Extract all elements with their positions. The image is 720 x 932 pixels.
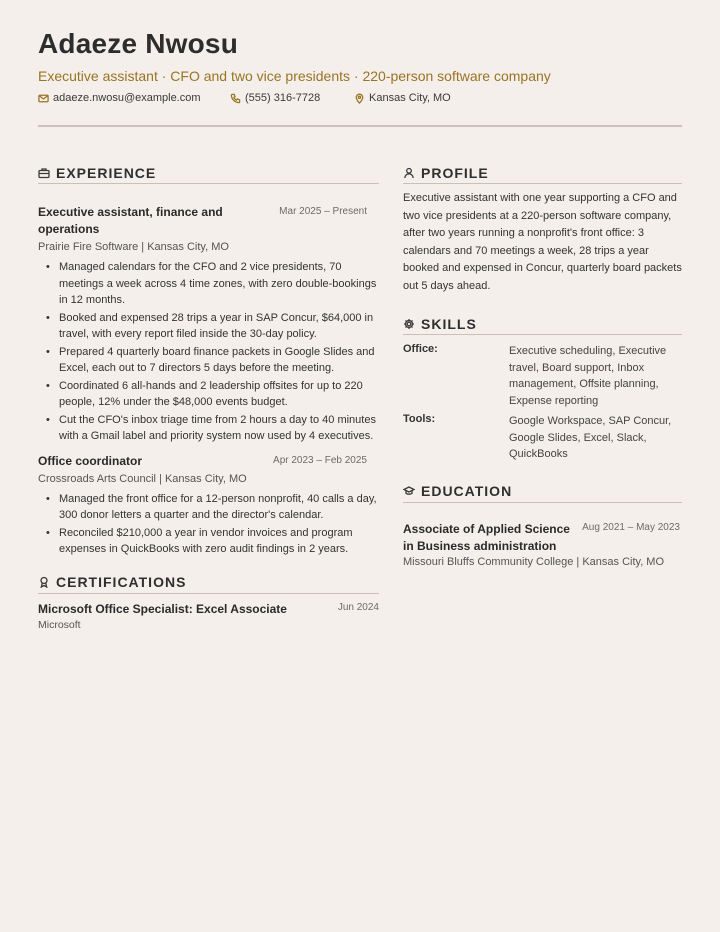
email-text: adaeze.nwosu@example.com bbox=[53, 92, 201, 104]
certification-name: Microsoft Office Specialist: Excel Associate bbox=[38, 601, 287, 616]
award-icon bbox=[38, 576, 50, 588]
bullet-item: • Coordinated 6 all-hands and 2 leadership offsites for up to 220 people, 12% under the $48,000 events budget. bbox=[38, 378, 379, 411]
gear-icon bbox=[403, 318, 415, 330]
contact-location bbox=[354, 92, 451, 104]
profile-heading bbox=[403, 162, 682, 184]
bullet-item: • Booked and expensed 28 trips a year in SAP Concur, $64,000 in travel, with every report filed inside the 30-day policy. bbox=[38, 310, 379, 343]
location-text: Kansas City, MO bbox=[369, 92, 451, 104]
certification-issuer: Microsoft bbox=[38, 618, 81, 631]
job-bullets bbox=[38, 259, 379, 445]
left-column bbox=[38, 162, 379, 631]
job-bullets bbox=[38, 491, 379, 558]
degree: Associate of Applied Science in Business administration bbox=[403, 521, 570, 553]
skill-label: Office: bbox=[403, 343, 438, 355]
candidate-name: Adaeze Nwosu bbox=[38, 28, 238, 59]
experience-title: EXPERIENCE bbox=[56, 164, 157, 181]
education-heading bbox=[403, 481, 682, 503]
certification-entry bbox=[38, 602, 379, 631]
skills-heading bbox=[403, 313, 682, 335]
certifications-title: CERTIFICATIONS bbox=[56, 574, 187, 590]
education-date: Aug 2021 – May 2023 bbox=[582, 521, 680, 533]
contact-phone[interactable] bbox=[230, 92, 354, 104]
education-entry bbox=[403, 521, 682, 568]
skills-title: SKILLS bbox=[421, 315, 477, 332]
contact-email[interactable] bbox=[38, 92, 230, 104]
contact-bar bbox=[38, 92, 451, 104]
job-title: Office coordinator bbox=[38, 453, 143, 468]
job-entry bbox=[38, 453, 379, 558]
headline: Executive assistant · CFO and two vice presidents · 220-person software company bbox=[38, 68, 551, 84]
certification-date: Jun 2024 bbox=[337, 601, 379, 613]
header-divider bbox=[38, 125, 682, 127]
graduation-cap-icon bbox=[403, 485, 415, 497]
job-date: Mar 2025 – Present bbox=[279, 206, 367, 217]
skill-row bbox=[403, 413, 682, 463]
skill-row bbox=[403, 343, 682, 409]
experience-heading bbox=[38, 162, 379, 184]
briefcase-icon bbox=[38, 167, 50, 179]
location-pin-icon bbox=[354, 93, 365, 104]
bullet-item: • Managed the front office for a 12-person nonprofit, 40 calls a day, 300 donor letters a quarter and the director's calendar. bbox=[38, 491, 379, 524]
user-icon bbox=[403, 167, 415, 179]
bullet-item: • Managed calendars for the CFO and 2 vice presidents, 70 meetings a week across 4 time zones, with zero double-bookings in 12 months. bbox=[38, 259, 379, 309]
phone-text: (555) 316-7728 bbox=[245, 92, 321, 104]
phone-icon bbox=[230, 93, 241, 104]
school: Missouri Bluffs Community College | Kansas City, MO bbox=[403, 555, 665, 568]
right-column bbox=[403, 162, 682, 568]
job-org: Prairie Fire Software | Kansas City, MO bbox=[38, 241, 229, 253]
skill-label: Tools: bbox=[403, 413, 436, 425]
skill-values: Executive scheduling, Executive travel, Board support, Inbox management, Offsite planning, Expense reporting bbox=[509, 345, 667, 407]
job-entry bbox=[38, 204, 379, 445]
job-org: Crossroads Arts Council | Kansas City, MO bbox=[38, 472, 247, 485]
job-date: Apr 2023 – Feb 2025 bbox=[273, 454, 367, 466]
profile-title: PROFILE bbox=[421, 164, 489, 181]
education-title: EDUCATION bbox=[421, 483, 513, 499]
mail-icon bbox=[38, 93, 49, 104]
skill-values: Google Workspace, SAP Concur, Google Slides, Excel, Slack, QuickBooks bbox=[509, 415, 672, 460]
bullet-item: • Prepared 4 quarterly board finance packets in Google Slides and Excel, each out to 7 directors 5 days before the meeting. bbox=[38, 344, 379, 377]
profile-summary: Executive assistant with one year supporting a CFO and two vice presidents at a 220-person software company, after two years running a nonprofit's front office: 3 calendars and 70 meetings a week, 28 trips a year booked and expensed in Concur, quarterly board packets out 5 days ahead. bbox=[403, 192, 682, 292]
certifications-heading bbox=[38, 572, 379, 594]
bullet-item: • Cut the CFO's inbox triage time from 2 hours a day to 40 minutes with a Gmail label and priority system now used by 4 executives. bbox=[38, 412, 379, 445]
bullet-item: • Reconciled $210,000 a year in vendor invoices and program expenses in QuickBooks with zero audit findings in 2 years. bbox=[38, 525, 379, 558]
job-title: Executive assistant, finance and operations bbox=[38, 205, 223, 236]
